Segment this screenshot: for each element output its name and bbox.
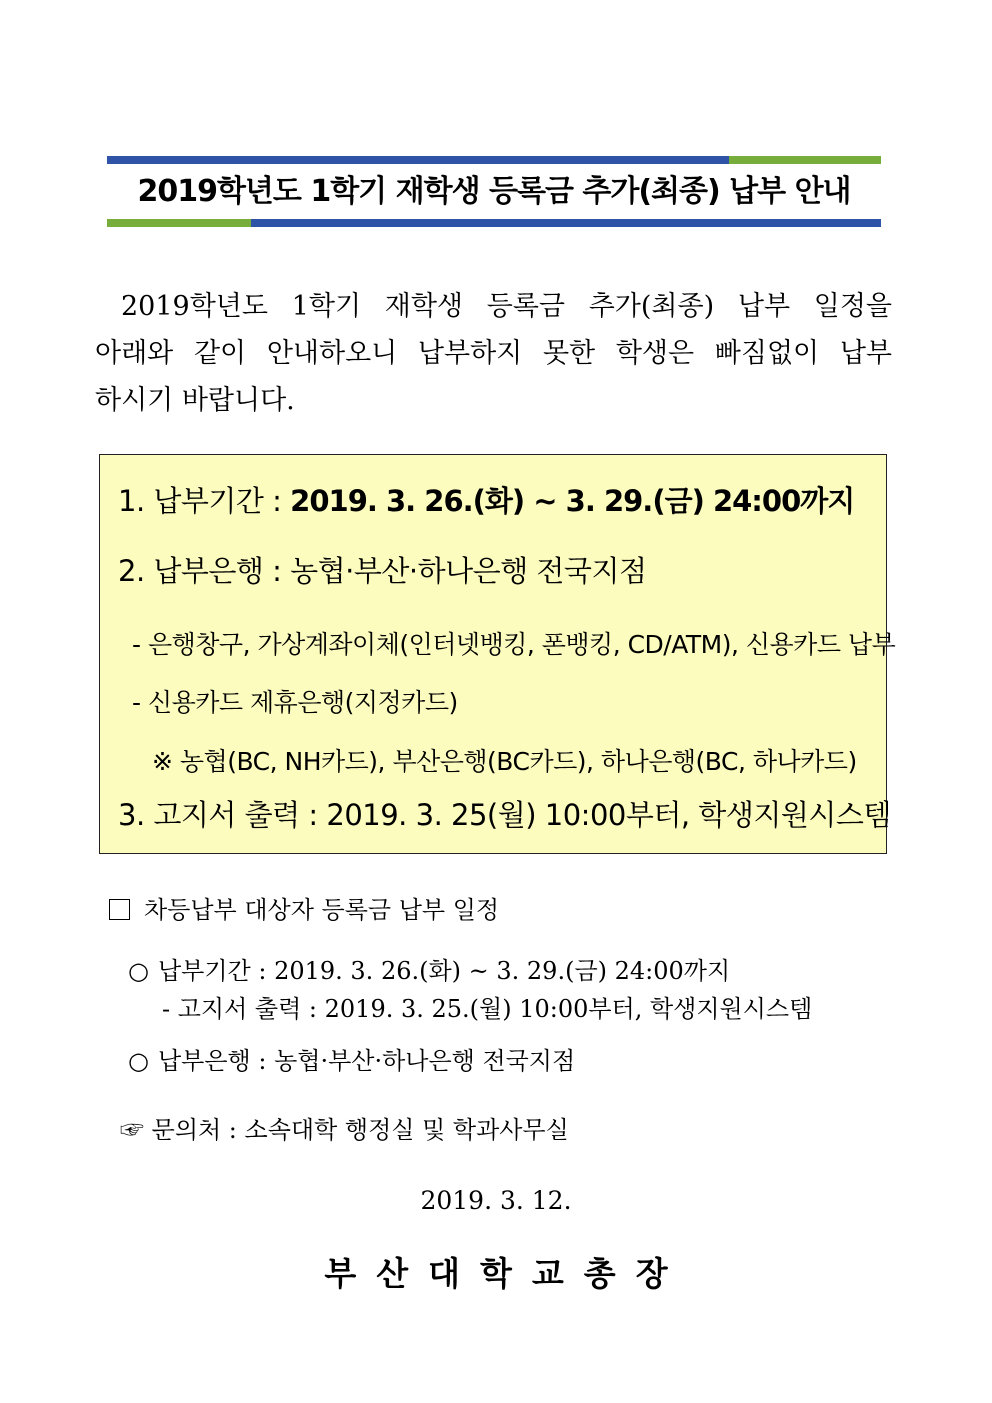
circle-bullet-icon: ○ [128, 957, 149, 985]
payment-bank-value: 농협·부산·하나은행 전국지점 [290, 554, 647, 588]
payment-period-item [118, 479, 854, 520]
schedule-bullet-bank [128, 1041, 575, 1076]
banner-top-green-bar [729, 156, 881, 164]
banner-bottom-blue-bar [251, 219, 881, 227]
bill-print-item: 3. 고지서 출력 : 2019. 3. 25(월) 10:00부터, 학생지원시스템 [118, 798, 891, 832]
payment-period-value: 2019. 3. 26.(화) ~ 3. 29.(금) 24:00까지 [290, 484, 855, 518]
checkbox-icon [109, 899, 130, 920]
payment-methods-note: - 은행창구, 가상계좌이체(인터넷뱅킹, 폰뱅킹, CD/ATM), 신용카드 납부 [132, 630, 896, 659]
schedule-heading [109, 890, 499, 925]
contact-line: ☞ 문의처 : 소속대학 행정실 및 학과사무실 [120, 1116, 569, 1144]
intro-paragraph [95, 283, 892, 424]
banner-top-blue-bar [107, 156, 729, 164]
circle-bullet-icon: ○ [128, 1047, 149, 1075]
schedule-bullet-period [128, 951, 730, 986]
schedule-bill-print: - 고지서 출력 : 2019. 3. 25.(월) 10:00부터, 학생지원시스템 [162, 995, 813, 1023]
payment-period-label: 1. 납부기간 : [118, 484, 291, 518]
schedule-bank-text: 납부은행 : 농협·부산·하나은행 전국지점 [158, 1047, 576, 1075]
card-bank-list: ※ 농협(BC, NH카드), 부산은행(BC카드), 하나은행(BC, 하나카드) [152, 747, 857, 776]
intro-line-1: 2019학년도 1학기 재학생 등록금 추가(최종) 납부 일정을 [121, 291, 892, 322]
signature: 부산대학교총장 [324, 1254, 688, 1293]
schedule-period-text: 납부기간 : 2019. 3. 26.(화) ~ 3. 29.(금) 24:00까지 [158, 957, 731, 985]
credit-card-note: - 신용카드 제휴은행(지정카드) [132, 688, 458, 717]
schedule-heading-text: 차등납부 대상자 등록금 납부 일정 [144, 896, 500, 924]
banner-bottom-green-bar [107, 219, 251, 227]
issue-date: 2019. 3. 12. [420, 1186, 572, 1215]
intro-line-2: 아래와 같이 안내하오니 납부하지 못한 학생은 빠짐없이 납부 [95, 338, 892, 369]
title-banner [107, 156, 881, 227]
payment-bank-item [118, 549, 646, 590]
page-title: 2019학년도 1학기 재학생 등록금 추가(최종) 납부 안내 [137, 174, 851, 209]
payment-bank-label: 2. 납부은행 : [118, 554, 291, 588]
notice-box [99, 454, 896, 854]
intro-line-3: 하시기 바랍니다. [95, 385, 295, 416]
